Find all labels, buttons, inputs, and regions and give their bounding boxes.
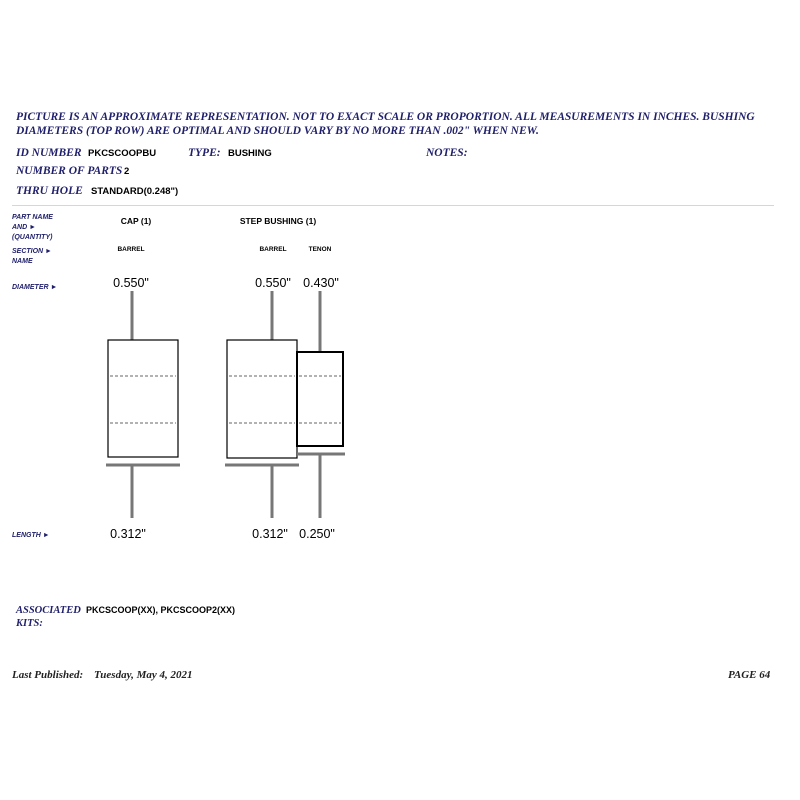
type-value: BUSHING xyxy=(228,148,272,159)
diameter-step-tenon: 0.430" xyxy=(303,276,339,290)
length-step-barrel: 0.312" xyxy=(252,527,288,541)
length-side-label: LENGTH ► xyxy=(12,532,50,539)
section-name-step-tenon: TENON xyxy=(308,246,332,253)
section-name-cap-barrel: BARREL xyxy=(117,246,145,253)
id-number-label: ID NUMBER xyxy=(16,147,82,159)
associated-kits-label: ASSOCIATED KITS: xyxy=(16,605,81,629)
associated-kits-value: PKCSCOOP(XX), PKCSCOOP2(XX) xyxy=(86,605,236,615)
type-label: TYPE: xyxy=(188,147,221,159)
part-name-cap: CAP (1) xyxy=(120,216,152,226)
number-of-parts-value: 2 xyxy=(124,166,130,177)
length-step-tenon: 0.250" xyxy=(299,527,335,541)
thru-hole-value: STANDARD(0.248") xyxy=(91,186,179,197)
diameter-side-label: DIAMETER ► xyxy=(12,284,58,291)
last-published-date: Tuesday, May 4, 2021 xyxy=(94,669,193,681)
length-cap-barrel: 0.312" xyxy=(110,527,146,541)
cap-barrel-body xyxy=(108,340,178,457)
page-number: PAGE 64 xyxy=(728,669,771,681)
part-name-step-bushing: STEP BUSHING (1) xyxy=(239,216,317,226)
section-name-side-label: SECTION ► NAME xyxy=(12,248,52,265)
step-barrel-body xyxy=(227,340,297,458)
disclaimer-text: PICTURE IS AN APPROXIMATE REPRESENTATION. NOT TO EXACT SCALE OR PROPORTION. ALL MEASUREMENTS IN INCHES. BUSHING DIAMETERS (TOP ROW) ARE OPTIMAL AND SHOULD VARY BY NO MORE THAN .002" WHEN NEW. xyxy=(16,111,755,137)
part-name-side-label: PART NAME AND ► (QUANTITY) xyxy=(12,214,53,241)
thru-hole-label: THRU HOLE xyxy=(16,185,83,197)
number-of-parts-label: NUMBER OF PARTS xyxy=(16,165,123,177)
step-tenon-body xyxy=(297,352,343,446)
last-published-label: Last Published: xyxy=(12,669,84,681)
diameter-step-barrel: 0.550" xyxy=(255,276,291,290)
section-name-step-barrel: BARREL xyxy=(259,246,287,253)
diameter-cap-barrel: 0.550" xyxy=(113,276,149,290)
id-number-value: PKCSCOOPBU xyxy=(88,148,157,159)
notes-label: NOTES: xyxy=(426,147,468,159)
